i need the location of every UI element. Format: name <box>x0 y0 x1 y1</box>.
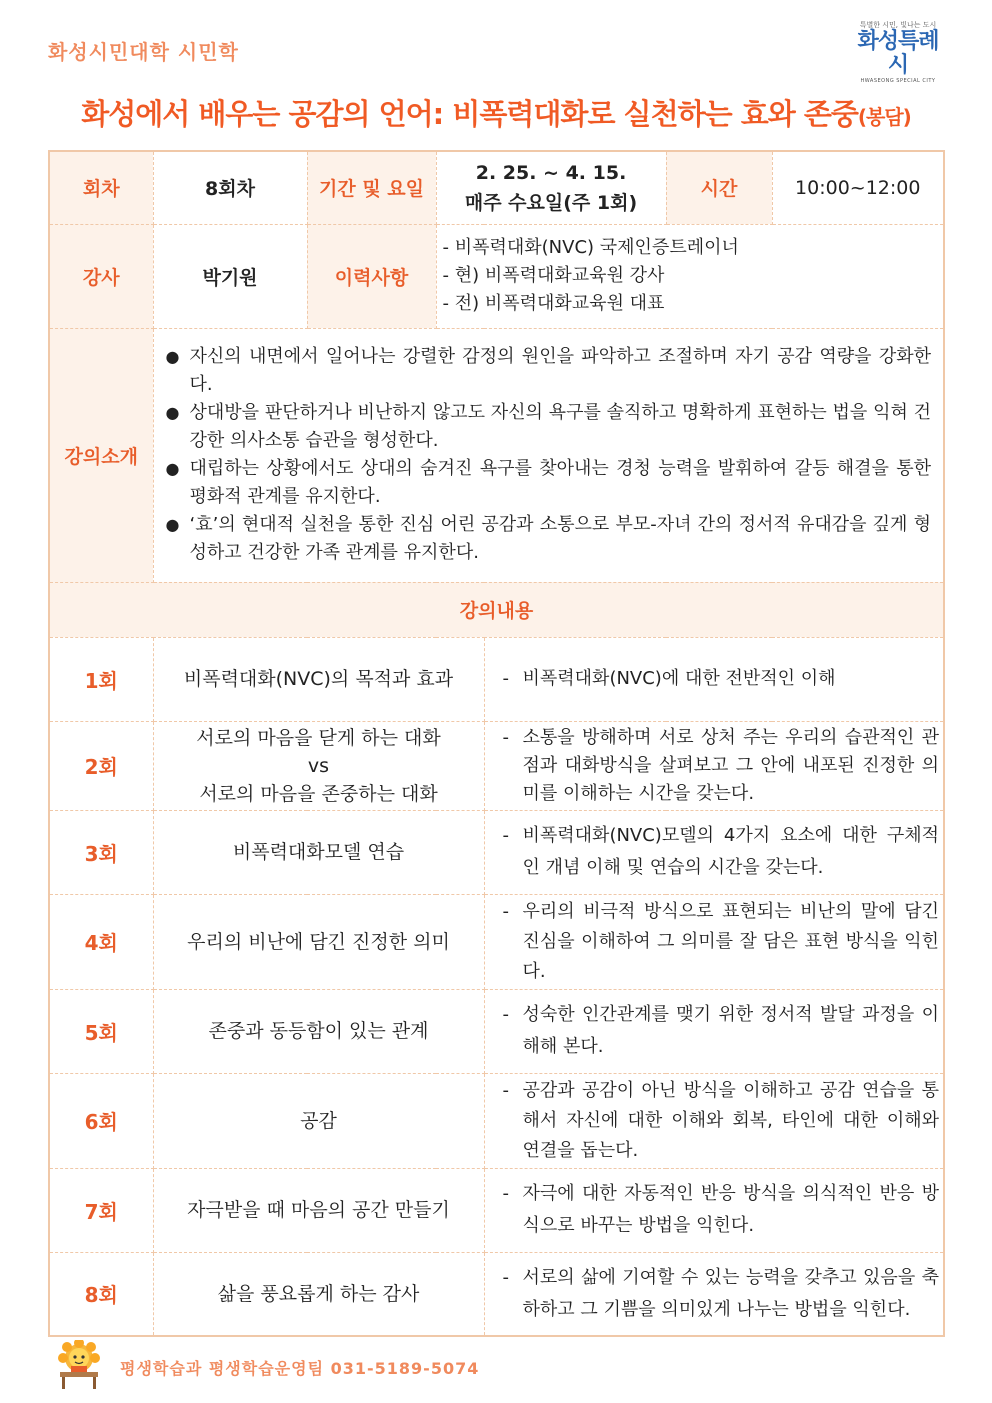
mascot-icon <box>54 1340 104 1394</box>
period-dates: 2. 25. ~ 4. 15. <box>475 161 627 184</box>
session-number: 6회 <box>49 1073 153 1168</box>
course-table <box>48 150 945 1337</box>
session-description: - 우리의 비극적 방식으로 표현되는 비난의 말에 담긴 진심을 이해하여 그 의미를 잘 담은 표현 방식을 익힌다. <box>484 894 944 989</box>
career-item: - 전) 비폭력대화교육원 대표 <box>442 293 665 314</box>
session-number: 7회 <box>49 1168 153 1252</box>
footer-contact: 평생학습과 평생학습운영팀 031-5189-5074 <box>120 1359 480 1378</box>
content-row <box>49 1168 944 1252</box>
city-logo <box>848 20 948 84</box>
header-label: 화성시민대학 시민학 <box>48 40 239 64</box>
period-value <box>436 151 666 224</box>
period-weekday: 매주 수요일(주 1회) <box>464 191 638 214</box>
session-topic: 삶을 풍요롭게 하는 감사 <box>153 1252 484 1336</box>
session-number: 3회 <box>49 810 153 894</box>
career-list <box>436 224 944 328</box>
bullet-icon: ● <box>165 515 180 534</box>
career-item: - 비폭력대화(NVC) 국제인증트레이너 <box>442 237 739 258</box>
session-count-value: 8회차 <box>153 151 307 224</box>
logo-name: 화성특례시 <box>857 29 939 78</box>
intro-label: 강의소개 <box>49 328 153 582</box>
content-row <box>49 721 944 810</box>
content-row <box>49 894 944 989</box>
content-section-header: 강의내용 <box>49 582 944 637</box>
bullet-icon: ● <box>165 347 180 366</box>
session-description: - 공감과 공감이 아닌 방식을 이해하고 공감 연습을 통해서 자신에 대한 이해와 회복, 타인에 대한 이해와 연결을 돕는다. <box>484 1073 944 1168</box>
time-value: 10:00~12:00 <box>772 151 944 224</box>
session-topic: 서로의 마음을 닫게 하는 대화 vs 서로의 마음을 존중하는 대화 <box>153 721 484 810</box>
content-row <box>49 637 944 721</box>
instructor-name: 박기원 <box>153 224 307 328</box>
session-topic: 비폭력대화(NVC)의 목적과 효과 <box>153 637 484 721</box>
content-row <box>49 1252 944 1336</box>
session-topic: 비폭력대화모델 연습 <box>153 810 484 894</box>
content-row <box>49 1073 944 1168</box>
content-row <box>49 989 944 1073</box>
page-title <box>0 92 992 133</box>
title-suffix: (봉담) <box>857 105 911 129</box>
session-description: - 자극에 대한 자동적인 반응 방식을 의식적인 반응 방식으로 바꾸는 방법을 익힌다. <box>484 1168 944 1252</box>
intro-item: ● 상대방을 판단하거나 비난하지 않고도 자신의 욕구를 솔직하고 명확하게 표현하는 법을 익혀 건강한 의사소통 습관을 형성한다. <box>166 399 932 455</box>
session-count-label: 회차 <box>49 151 153 224</box>
session-topic: 자극받을 때 마음의 공간 만들기 <box>153 1168 484 1252</box>
session-topic: 존중과 동등함이 있는 관계 <box>153 989 484 1073</box>
session-description: - 서로의 삶에 기여할 수 있는 능력을 갖추고 있음을 축하하고 그 기쁨을 의미있게 나누는 방법을 익힌다. <box>484 1252 944 1336</box>
bullet-icon: ● <box>165 403 180 422</box>
session-description: - 성숙한 인간관계를 맺기 위한 정서적 발달 과정을 이해해 본다. <box>484 989 944 1073</box>
session-number: 2회 <box>49 721 153 810</box>
session-description: - 비폭력대화(NVC)모델의 4가지 요소에 대한 구체적인 개념 이해 및 연습의 시간을 갖는다. <box>484 810 944 894</box>
session-topic: 우리의 비난에 담긴 진정한 의미 <box>153 894 484 989</box>
intro-item: ● 대립하는 상황에서도 상대의 숨겨진 욕구를 찾아내는 경청 능력을 발휘하여 갈등 해결을 통한 평화적 관계를 유지한다. <box>166 455 932 511</box>
instructor-label: 강사 <box>49 224 153 328</box>
period-label: 기간 및 요일 <box>307 151 436 224</box>
time-label: 시간 <box>666 151 772 224</box>
footer <box>48 1340 948 1400</box>
session-number: 4회 <box>49 894 153 989</box>
intro-item: ● ‘효’의 현대적 실천을 통한 진심 어린 공감과 소통으로 부모-자녀 간의 정서적 유대감을 깊게 형성하고 건강한 가족 관계를 유지한다. <box>166 511 932 567</box>
session-topic: 공감 <box>153 1073 484 1168</box>
logo-subtitle: HWASEONG SPECIAL CITY <box>860 78 936 84</box>
session-number: 8회 <box>49 1252 153 1336</box>
title-main: 화성에서 배우는 공감의 언어: 비폭력대화로 실천하는 효와 존중 <box>81 97 858 131</box>
session-number: 5회 <box>49 989 153 1073</box>
session-description: - 비폭력대화(NVC)에 대한 전반적인 이해 <box>484 637 944 721</box>
bullet-icon: ● <box>165 459 180 478</box>
logo-tagline: 특별한 시민, 빛나는 도시 <box>859 21 937 29</box>
content-row <box>49 810 944 894</box>
intro-item: ● 자신의 내면에서 일어나는 강렬한 감정의 원인을 파악하고 조절하며 자기 공감 역량을 강화한다. <box>166 343 932 399</box>
career-item: - 현) 비폭력대화교육원 강사 <box>442 265 665 286</box>
intro-list <box>153 328 944 582</box>
career-label: 이력사항 <box>307 224 436 328</box>
session-description: - 소통을 방해하며 서로 상처 주는 우리의 습관적인 관점과 대화방식을 살펴보고 그 안에 내포된 진정한 의미를 이해하는 시간을 갖는다. <box>484 721 944 810</box>
session-number: 1회 <box>49 637 153 721</box>
